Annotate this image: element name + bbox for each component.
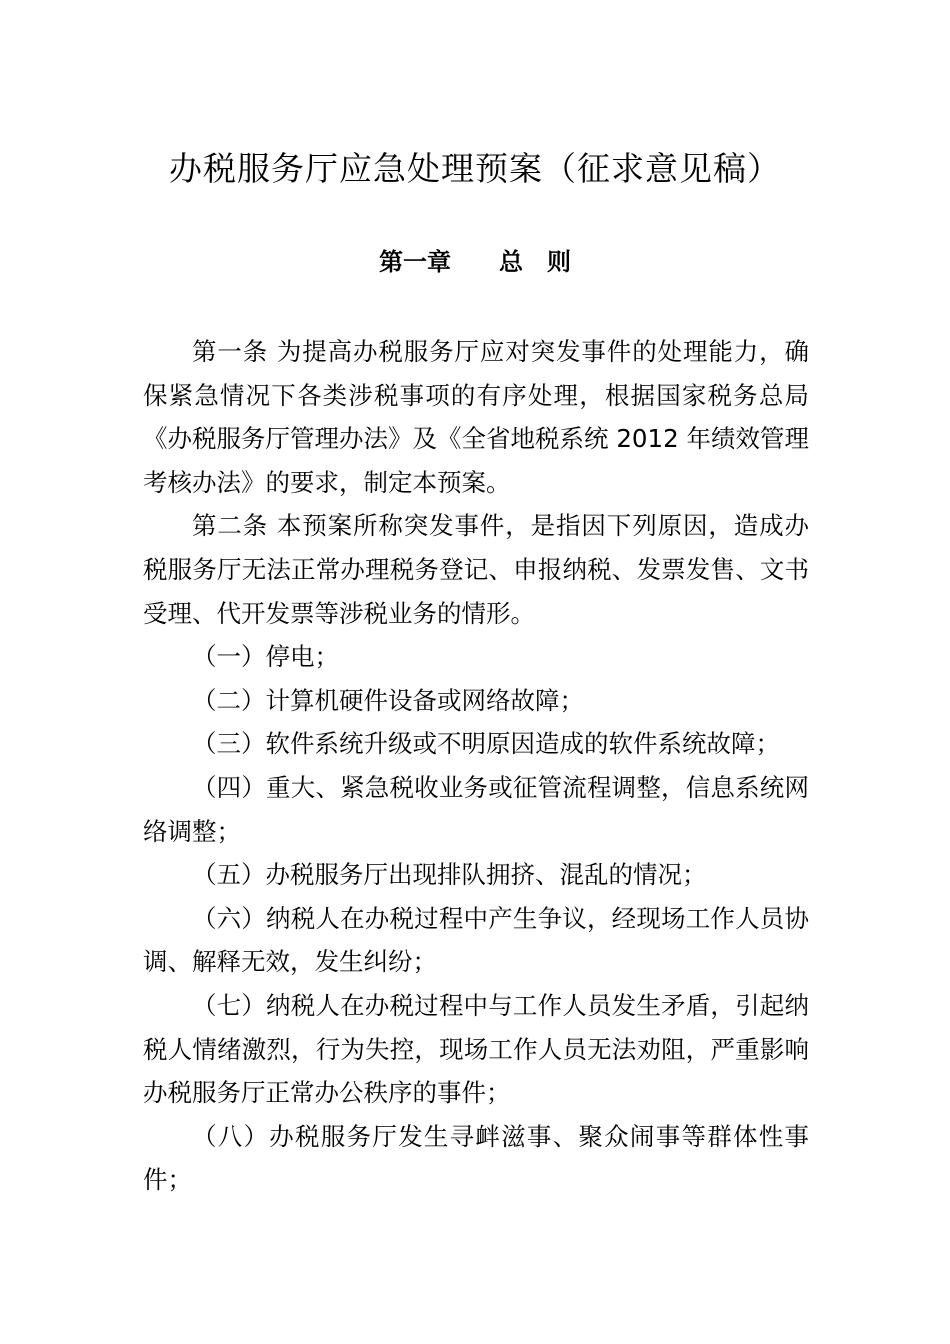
list-item-2: （二）计算机硬件设备或网络故障； <box>192 685 584 715</box>
list-item-4: （四）重大、紧急税收业务或征管流程调整，信息系统网络调整； <box>143 772 809 846</box>
chapter-heading: 第一章 总 则 <box>379 248 571 276</box>
article-1-paragraph: 第一条 为提高办税服务厅应对突发事件的处理能力，确保紧急情况下各类涉税事项的有序处理，根据国家税务总局《办税服务厅管理办法》及《全省地税系统 2012 年绩效管理考核办法》的要求，制定本预案。 <box>143 337 809 497</box>
document-body <box>143 330 809 1202</box>
list-item-8: （八）办税服务厅发生寻衅滋事、聚众闹事等群体性事件； <box>143 1121 809 1195</box>
list-item-3: （三）软件系统升级或不明原因造成的软件系统故障； <box>192 729 780 759</box>
list-item-1: （一）停电； <box>192 642 339 672</box>
list-item-6: （六）纳税人在办税过程中产生争议，经现场工作人员协调、解释无效，发生纠纷； <box>143 903 809 977</box>
list-item-7: （七）纳税人在办税过程中与工作人员发生矛盾，引起纳税人情绪激烈，行为失控，现场工作人员无法劝阻，严重影响办税服务厅正常办公秩序的事件； <box>143 990 809 1108</box>
document-title: 办税服务厅应急处理预案（征求意见稿） <box>169 149 781 188</box>
article-2-paragraph: 第二条 本预案所称突发事件，是指因下列原因，造成办税服务厅无法正常办理税务登记、申报纳税、发票发售、文书受理、代开发票等涉税业务的情形。 <box>143 511 809 628</box>
list-item-5: （五）办税服务厅出现排队拥挤、混乱的情况； <box>192 860 707 890</box>
